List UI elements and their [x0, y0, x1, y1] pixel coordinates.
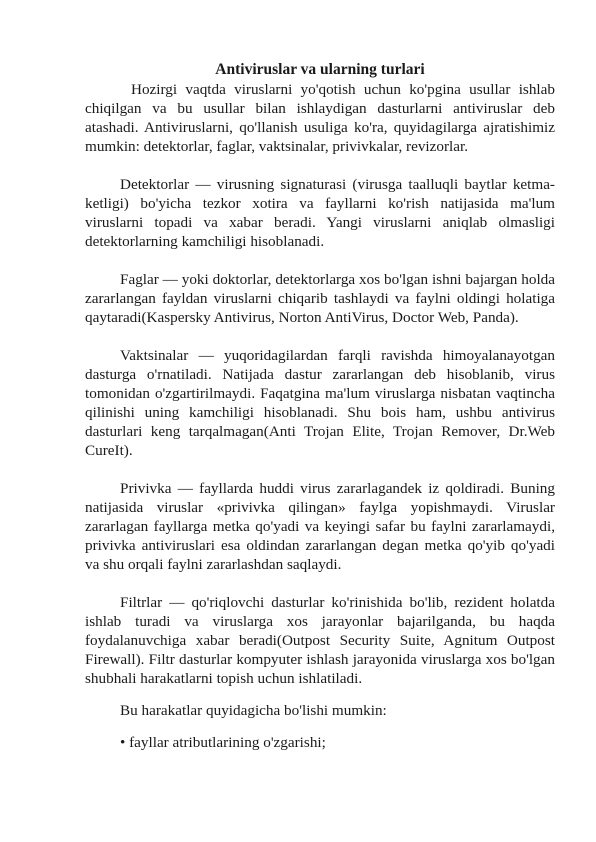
- paragraph-harakatlar: Bu harakatlar quyidagicha bo'lishi mumkin:: [120, 702, 387, 719]
- paragraph-vaktsinalar: Vaktsinalar — yuqoridagilardan farqli ravishda himoyalanayotgan dasturga o'rnatiladi. Natijada dastur zararlangan deb hisoblanib, virus tomonidan o'zgartirilmaydi. Faqatgina ma'lum viruslarga nisbatan vaqtincha qilinishi uning kamchiligi hisoblanadi. Shu bois ham, ushbu antivirus dasturlari keng tarqalmagan(Anti Trojan Elite, Trojan Remover, Dr.Web CureIt).: [85, 347, 555, 459]
- list-item-atributlar: • fayllar atributlarining o'zgarishi;: [120, 734, 326, 751]
- paragraph-privivka: Privivka — fayllarda huddi virus zararlagandek iz qoldiradi. Buning natijasida viruslar «privivka qilingan» faylga yopishmaydi. Viruslar zararlagan fayllarga metka qo'yadi va keyingi safar bu faylni zararlamaydi, privivka antiviruslari esa oldindan zararlangan degan metka qo'yib qo'yadi va shu orqali faylni zararlashdan saqlaydi.: [85, 480, 555, 573]
- paragraph-detektorlar: Detektorlar — virusning signaturasi (virusga taalluqli baytlar ketma-ketligi) bo'yicha tezkor xotira va fayllarni ko'rish natijasida ma'lum viruslarni topadi va xabar beradi. Yangi viruslarni aniqlab olmasligi detektorlarning kamchiligi hisoblanadi.: [85, 176, 555, 250]
- paragraph-faglar: Faglar — yoki doktorlar, detektorlarga xos bo'lgan ishni bajargan holda zararlangan fayldan viruslarni chiqarib tashlaydi va faylni oldingi holatiga qaytaradi(Kaspersky Antivirus, Norton AntiVirus, Doctor Web, Panda).: [85, 271, 555, 326]
- paragraph-intro: Hozirgi vaqtda viruslarni yo'qotish uchun ko'pgina usullar ishlab chiqilgan va bu usullar bilan ishlaydigan dasturlarni antiviruslar deb atashadi. Antiviruslarni, qo'llanish usuliga ko'ra, quyidagilarga ajratishimiz mumkin: detektorlar, faglar, vaktsinalar, privivkalar, revizorlar.: [85, 81, 555, 155]
- paragraph-filtrlar: Filtrlar — qo'riqlovchi dasturlar ko'rinishida bo'lib, rezident holatda ishlab turadi va viruslarga xos jarayonlar bajarilganda, bu haqda foydalanuvchiga xabar beradi(Outpost Security Suite, Agnitum Outpost Firewall). Filtr dasturlar kompyuter ishlash jarayonida viruslarga xos bo'lgan shubhali harakatlarni topish uchun ishlatiladi.: [85, 594, 555, 687]
- document-page: [85, 60, 555, 752]
- document-title: Antiviruslar va ularning turlari: [215, 61, 425, 78]
